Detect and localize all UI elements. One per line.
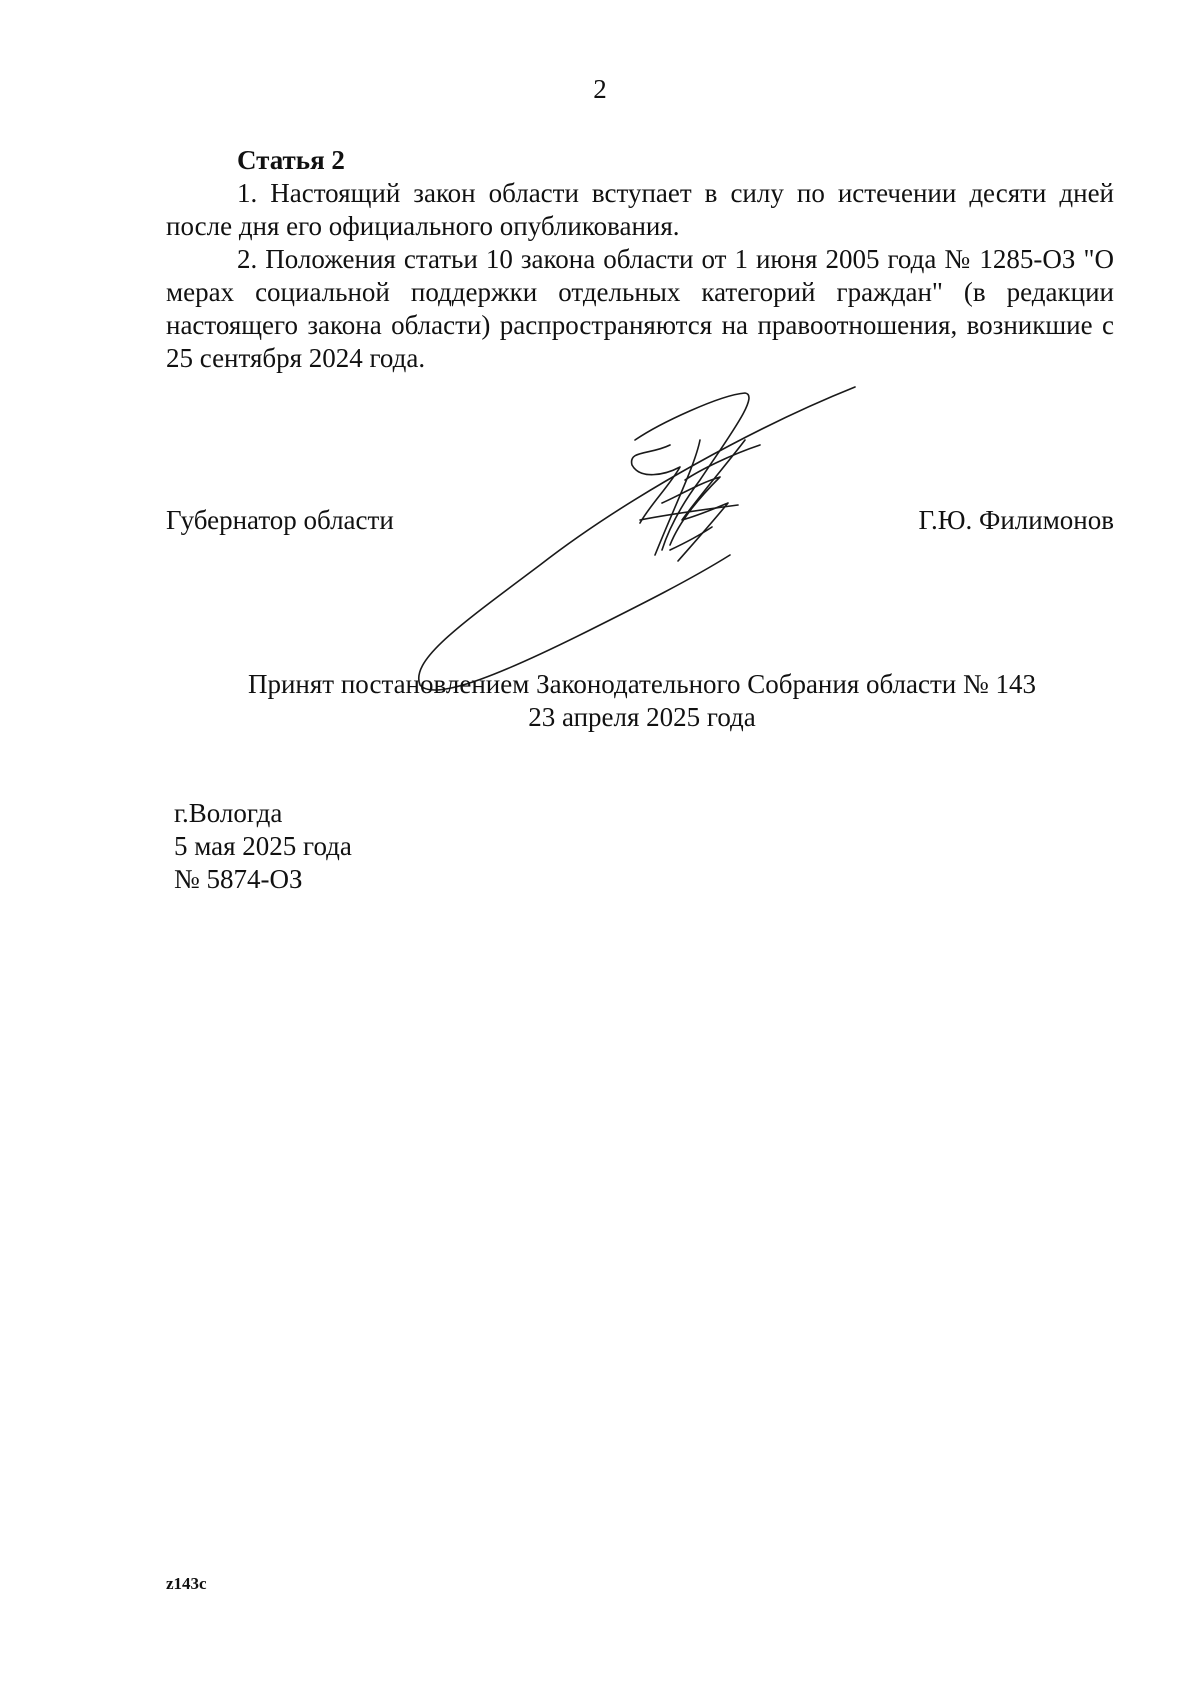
adoption-resolution: Принят постановлением Законодательного Собрания области № 143 <box>247 669 1037 699</box>
article-section <box>166 144 1114 375</box>
law-number: № 5874-ОЗ <box>174 864 303 894</box>
adoption-date: 23 апреля 2025 года <box>528 702 756 732</box>
adoption-info <box>226 668 1058 734</box>
signatory-name: Г.Ю. Филимонов <box>918 505 1114 535</box>
city: г.Вологда <box>174 798 283 828</box>
article-paragraph-2: 2. Положения статьи 10 закона области от 1 июня 2005 года № 1285-ОЗ "О мерах социальной поддержки отдельных категорий граждан" (в редакции настоящего закона области) распространяются на правоотношения, возникшие с 25 сентября 2024 года. <box>166 244 1114 373</box>
document-code: z143c <box>166 1574 207 1593</box>
law-date: 5 мая 2025 года <box>174 831 352 861</box>
article-title: Статья 2 <box>237 145 345 175</box>
article-paragraph-1: 1. Настоящий закон области вступает в силу по истечении десяти дней после дня его официального опубликования. <box>166 178 1114 241</box>
page-number: 2 <box>593 74 607 104</box>
place-and-number <box>174 797 352 896</box>
signatory-position: Губернатор области <box>166 505 394 535</box>
handwritten-signature <box>400 385 870 695</box>
